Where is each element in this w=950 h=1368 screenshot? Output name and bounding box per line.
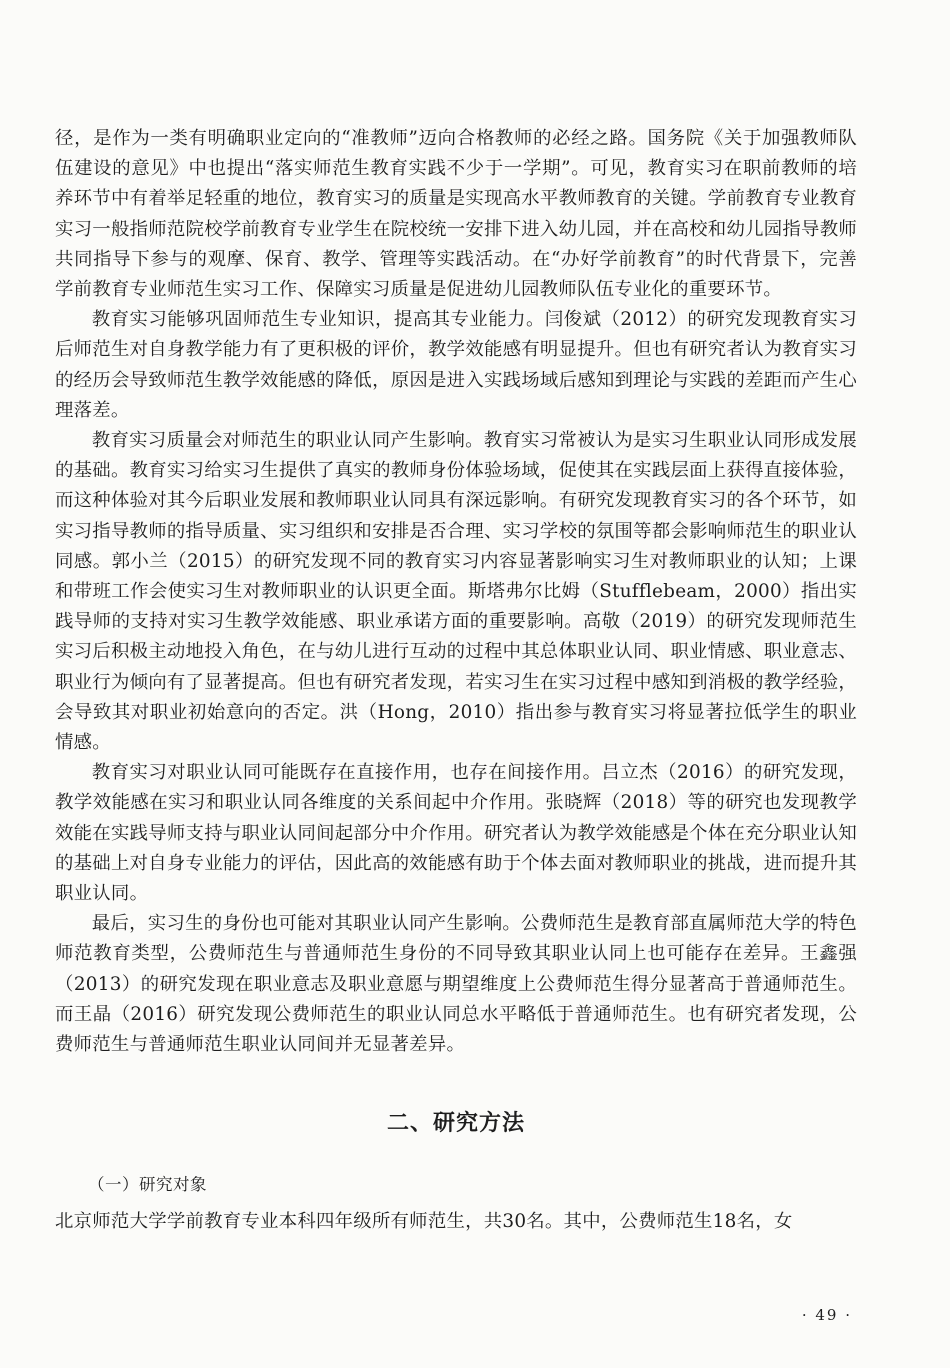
paragraph-4: 教育实习对职业认同可能既存在直接作用，也存在间接作用。吕立杰（2016）的研究发现，教学效能感在实习和职业认同各维度的关系间起中介作用。张晓辉（2018）等的研究也发现教学效能在实践导师支持与职业认同间起部分中介作用。研究者认为教学效能感是个体在充分职业认知的基础上对自身专业能力的评估，因此高的效能感有助于个体去面对教师职业的挑战，进而提升其职业认同。: [55, 762, 857, 905]
paragraph-6: 北京师范大学学前教育专业本科四年级所有师范生，共30名。其中，公费师范生18名，女: [55, 1211, 793, 1233]
paragraph-2: 教育实习能够巩固师范生专业知识，提高其专业能力。闫俊斌（2012）的研究发现教育实习后师范生对自身教学能力有了更积极的评价，教学效能感有明显提升。但也有研究者认为教育实习的经历会导致师范生教学效能感的降低，原因是进入实践场域后感知到理论与实践的差距而产生心理落差。: [55, 309, 857, 421]
paragraph-5: 最后，实习生的身份也可能对其职业认同产生影响。公费师范生是教育部直属师范大学的特色师范教育类型，公费师范生与普通师范生身份的不同导致其职业认同上也可能存在差异。王鑫强（2013）的研究发现在职业意志及职业意愿与期望维度上公费师范生得分显著高于普通师范生。而王晶（2016）研究发现公费师范生的职业认同总水平略低于普通师范生。也有研究者发现，公费师范生与普通师范生职业认同间并无显著差异。: [55, 913, 857, 1056]
paragraph-1: 径，是作为一类有明确职业定向的“准教师”迈向合格教师的必经之路。国务院《关于加强教师队伍建设的意见》中也提出“落实师范生教育实践不少于一学期”。可见，教育实习在职前教师的培养环节中有着举足轻重的地位，教育实习的质量是实现高水平教师教育的关键。学前教育专业教育实习一般指师范院校学前教育专业学生在院校统一安排下进入幼儿园，并在高校和幼儿园指导教师共同指导下参与的观摩、保育、教学、管理等实践活动。在“办好学前教育”的时代背景下，完善学前教育专业师范生实习工作、保障实习质量是促进幼儿园教师队伍专业化的重要环节。: [55, 128, 857, 301]
subheading: （一）研究对象: [88, 1175, 207, 1195]
paragraph-3: 教育实习质量会对师范生的职业认同产生影响。教育实习常被认为是实习生职业认同形成发展的基础。教育实习给实习生提供了真实的教师身份体验场域，促使其在实践层面上获得直接体验，而这种体验对其今后职业发展和教师职业认同具有深远影响。有研究发现教育实习的各个环节，如实习指导教师的指导质量、实习组织和安排是否合理、实习学校的氛围等都会影响师范生的职业认同感。郭小兰（2015）的研究发现不同的教育实习内容显著影响实习生对教师职业的认知；上课和带班工作会使实习生对教师职业的认识更全面。斯塔弗尔比姆（Stufflebeam，2000）指出实践导师的支持对实习生教学效能感、职业承诺方面的重要影响。高敬（2019）的研究发现师范生实习后积极主动地投入角色，在与幼儿进行互动的过程中其总体职业认同、职业情感、职业意志、职业行为倾向有了显著提高。但也有研究者发现，若实习生在实习过程中感知到消极的教学经验，会导致其对职业初始意向的否定。洪（Hong，2010）指出参与教育实习将显著拉低学生的职业情感。: [55, 430, 857, 754]
page-content: [55, 124, 857, 1238]
page-number: · 49 ·: [801, 1306, 852, 1324]
section-title: 二、研究方法: [386, 1111, 525, 1137]
